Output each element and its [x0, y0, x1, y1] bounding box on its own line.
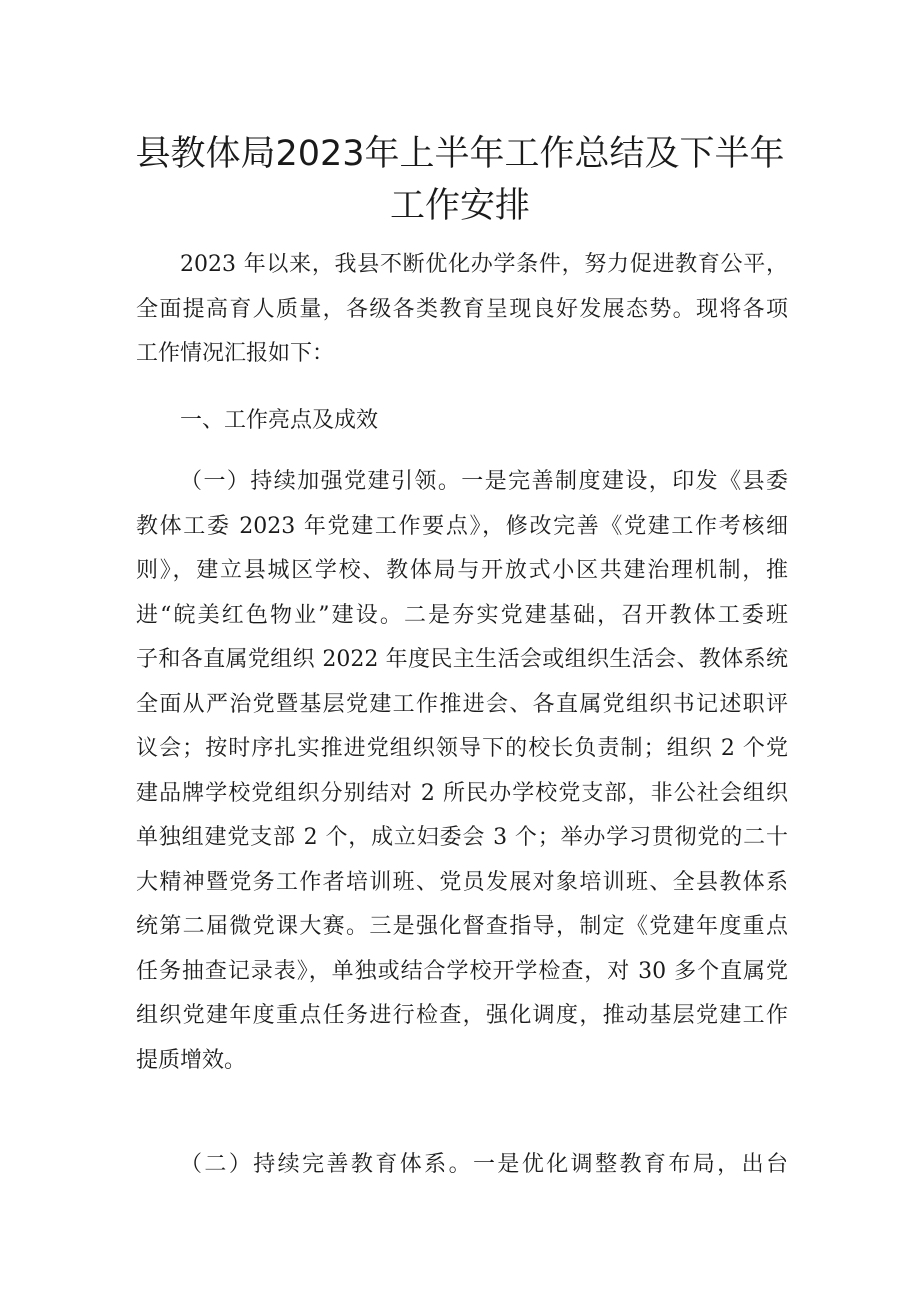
intro-paragraph: [136, 243, 788, 377]
paragraph-line: 全面从严治党暨基层党建工作推进会、各直属党组织书记述职评: [136, 691, 788, 717]
section-heading-1: [136, 399, 788, 444]
intro-line: 2023 年以来，我县不断优化办学条件，努力促进教育公平，: [180, 252, 788, 277]
paragraph-line: 大精神暨党务工作者培训班、党员发展对象培训班、全县教体系: [136, 869, 788, 895]
paragraph-education-system: [136, 1143, 788, 1188]
intro-line: 全面提高育人质量，各级各类教育呈现良好发展态势。现将各项: [136, 296, 788, 322]
paragraph-line: （一）持续加强党建引领。一是完善制度建设，印发《县委: [180, 469, 788, 494]
paragraph-line: 单独组建党支部 2 个，成立妇委会 3 个；举办学习贯彻党的二十: [136, 825, 788, 850]
document-title: [120, 128, 800, 232]
paragraph-line: （二）持续完善教育体系。一是优化调整教育布局，出台: [180, 1152, 788, 1177]
paragraph-line: 议会；按时序扎实推进党组织领导下的校长负责制；组织 2 个党: [136, 736, 788, 761]
title-line-1: 县教体局2023年上半年工作总结及下半年: [135, 134, 785, 174]
intro-line: 工作情况汇报如下：: [136, 341, 335, 366]
paragraph-line: 建品牌学校党组织分别结对 2 所民办学校党支部，非公社会组织: [136, 780, 788, 806]
paragraph-line: 统第二届微党课大赛。三是强化督查指导，制定《党建年度重点: [136, 914, 788, 939]
paragraph-line: 则》，建立县城区学校、教体局与开放式小区共建治理机制，推: [136, 558, 788, 583]
paragraph-line: 教体工委 2023 年党建工作要点》，修改完善《党建工作考核细: [136, 513, 788, 539]
section-heading-text: 一、工作亮点及成效: [180, 408, 379, 433]
paragraph-party-building: [136, 460, 788, 1083]
paragraph-line: 组织党建年度重点任务进行检查，强化调度，推动基层党建工作: [136, 1003, 788, 1028]
title-line-2: 工作安排: [389, 186, 530, 226]
paragraph-line: 任务抽查记录表》，单独或结合学校开学检查，对 30 多个直属党: [136, 958, 788, 984]
paragraph-line: 进“皖美红色物业”建设。二是夯实党建基础，召开教体工委班: [136, 602, 788, 628]
paragraph-line: 提质增效。: [136, 1047, 247, 1073]
paragraph-line: 子和各直属党组织 2022 年度民主生活会或组织生活会、教体系统: [136, 647, 788, 672]
